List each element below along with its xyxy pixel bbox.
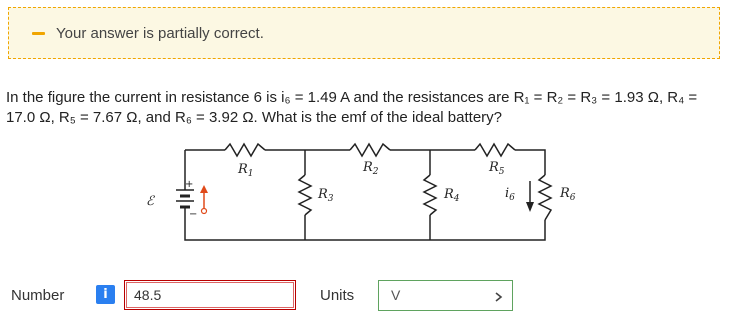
feedback-message: Your answer is partially correct.: [56, 25, 264, 42]
number-label: Number: [11, 287, 65, 304]
answer-row: [0, 279, 730, 313]
question-line-1: In the figure the current in resistance 6 is i₆ = 1.49 A and the resistances are R₁ = R₂ = R₃ = 1.93 Ω, R₄ =: [6, 89, 698, 106]
r2-label: $R_2$: [363, 160, 379, 177]
question-text: [6, 88, 722, 128]
number-input[interactable]: [124, 280, 296, 310]
chevron-down-icon: [494, 289, 504, 303]
units-select[interactable]: [378, 280, 513, 311]
circuit-diagram: [140, 135, 580, 250]
i6-label: $i_6$: [505, 186, 515, 203]
plus-sign: +: [185, 179, 194, 190]
r6-label: $R_6$: [560, 186, 576, 203]
units-label: Units: [320, 287, 355, 304]
down-arrow-icon: [526, 181, 534, 212]
current-arrow-icon: [200, 185, 208, 214]
units-selected-value: V: [391, 287, 401, 303]
question-line-2: 17.0 Ω, R₅ = 7.67 Ω, and R₆ = 3.92 Ω. What is the emf of the ideal battery?: [6, 109, 502, 126]
r4-label: $R_4$: [444, 187, 460, 204]
minus-sign: −: [189, 209, 198, 220]
feedback-banner: [8, 7, 720, 59]
r1-label: $R_1$: [238, 162, 254, 179]
r5-label: $R_5$: [489, 160, 505, 177]
minus-icon: [32, 32, 45, 35]
r3-label: $R_3$: [318, 187, 334, 204]
info-icon[interactable]: i: [96, 285, 115, 304]
emf-label: ℰ: [146, 194, 154, 209]
